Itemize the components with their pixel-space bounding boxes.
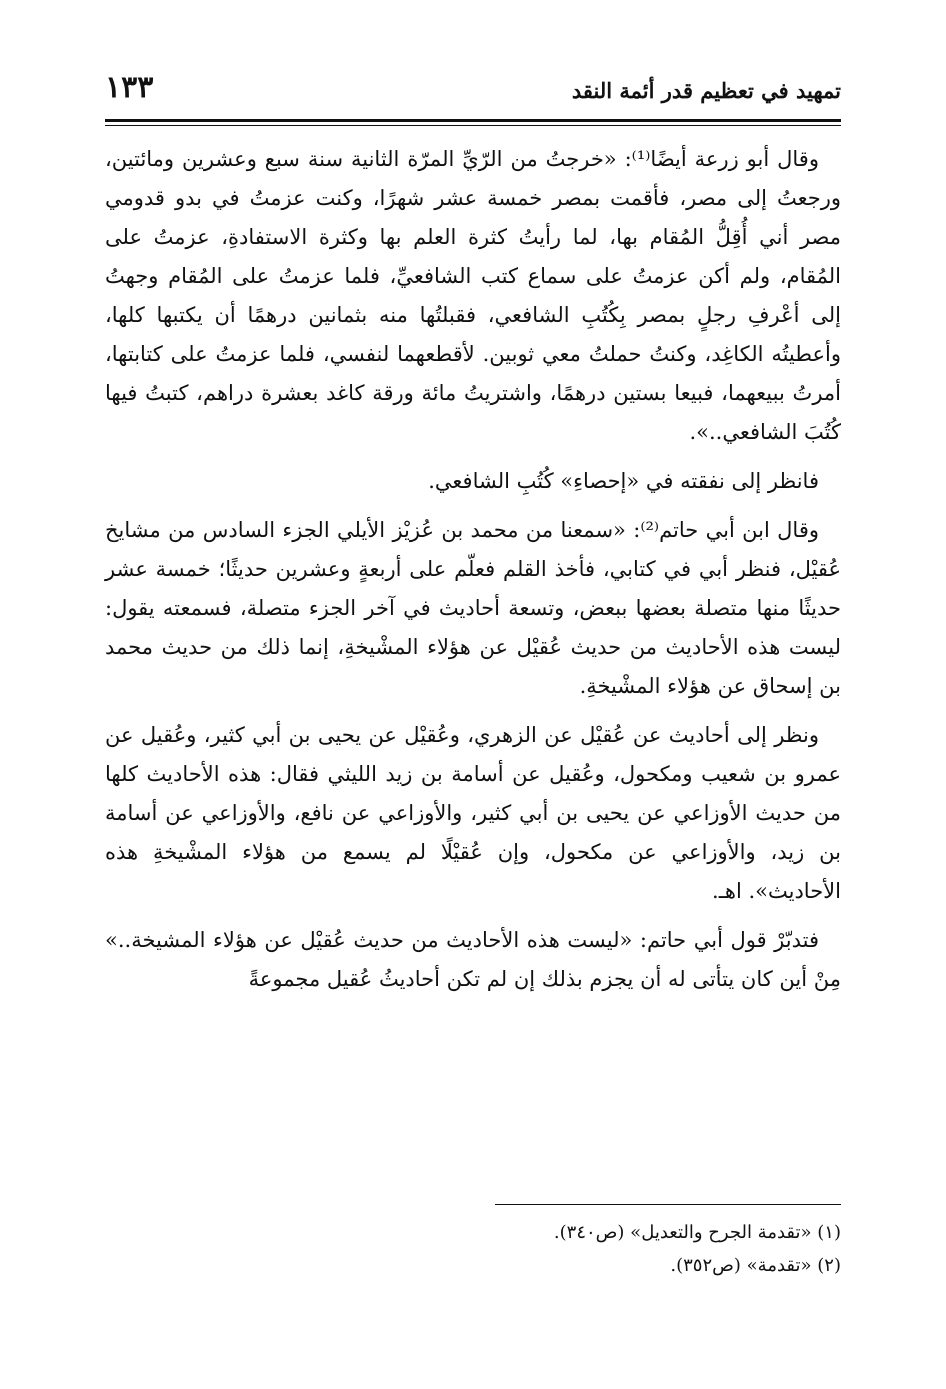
paragraph: ونظر إلى أحاديث عن عُقيْل عن الزهري، وعُقيْل عن يحيى بن أبي كثير، وعُقيل عن عمرو بن شعيب ومكحول، وعُقيل عن أسامة بن زيد الليثي فقال: هذه الأحاديث كلها من حديث الأوزاعي عن يحيى بن أبي كثير، والأوزاعي عن نافع، والأوزاعي عن أسامة بن زيد، والأوزاعي عن مكحول، وإن عُقيْلًا لم يسمع من هؤلاء المشْيخةِ هذه الأحاديث». اهـ. (105, 723, 841, 903)
paragraph: وقال أبو زرعة أيضًا⁽¹⁾: «خرجتُ من الرّيِّ المرّة الثانية سنة سبع وعشرين ومائتين، ورجعتُ إلى مصر، فأقمت بمصر خمسة عشر شهرًا، وكنت عزمتُ في بدو قدومي مصر أني أُقِلُّ المُقام بها، لما رأيتُ كثرة العلم بها وكثرة الاستفادةِ، عزمتُ على المُقام، ولم أكن عزمتُ على سماع كتب الشافعيِّ، فلما عزمتُ على المُقام وجهتُ إلى أعْرفِ رجلٍ بمصر بِكُتُبِ الشافعي، فقبلتُها منه بثمانين درهمًا أن يكتبها كلها، وأعطيتُه الكاغِد، وكنتُ حملتُ معي ثوبين. لأقطعهما لنفسي، فلما عزمتُ على كتابتها، أمرتُ ببيعهما، فبيعا بستين درهمًا، واشتريتُ مائة ورقة كاغد بعشرة دراهم، كتبتُ فيها كُتُبَ الشافعي..». (105, 147, 841, 444)
header-rule-thin (105, 125, 841, 126)
running-title: تمهيد في تعظيم قدر أئمة النقد (571, 78, 841, 103)
paragraph: وقال ابن أبي حاتم⁽²⁾: «سمعنا من محمد بن عُزيْز الأيلي الجزء السادس من مشايخ عُقيْل، فنظر أبي في كتابي، فأخذ القلم فعلّم على أربعةٍ وعشرين حديثًا؛ خمسة عشر حديثًا منها متصلة بعضها ببعض، وتسعة أحاديث في آخر الجزء متصلة، فسمعته يقول: ليست هذه الأحاديث من حديث عُقيْل عن هؤلاء المشْيخةِ، إنما ذلك من حديث محمد بن إسحاق عن هؤلاء المشْيخةِ. (105, 518, 841, 698)
footnote-1: (١) «تقدمة الجرح والتعديل» (ص٣٤٠). (553, 1222, 841, 1243)
paragraph: فانظر إلى نفقته في «إحصاءِ» كُتُبِ الشافعي. (428, 469, 819, 493)
paragraph: فتدبّرْ قول أبي حاتم: «ليست هذه الأحاديث من حديث عُقيْل عن هؤلاء المشيخة..» مِنْ أين كان يتأتى له أن يجزم بذلك إن لم تكن أحاديثُ عُقيل مجموعةً (105, 928, 841, 991)
footnote-separator (495, 1204, 841, 1205)
footnote-2: (٢) «تقدمة» (ص٣٥٢). (670, 1255, 841, 1276)
footnotes (105, 1216, 841, 1282)
page-number: ١٣٣ (105, 70, 154, 105)
body-text (105, 140, 841, 1009)
page-header (105, 68, 841, 108)
header-rule-thick (105, 119, 841, 122)
